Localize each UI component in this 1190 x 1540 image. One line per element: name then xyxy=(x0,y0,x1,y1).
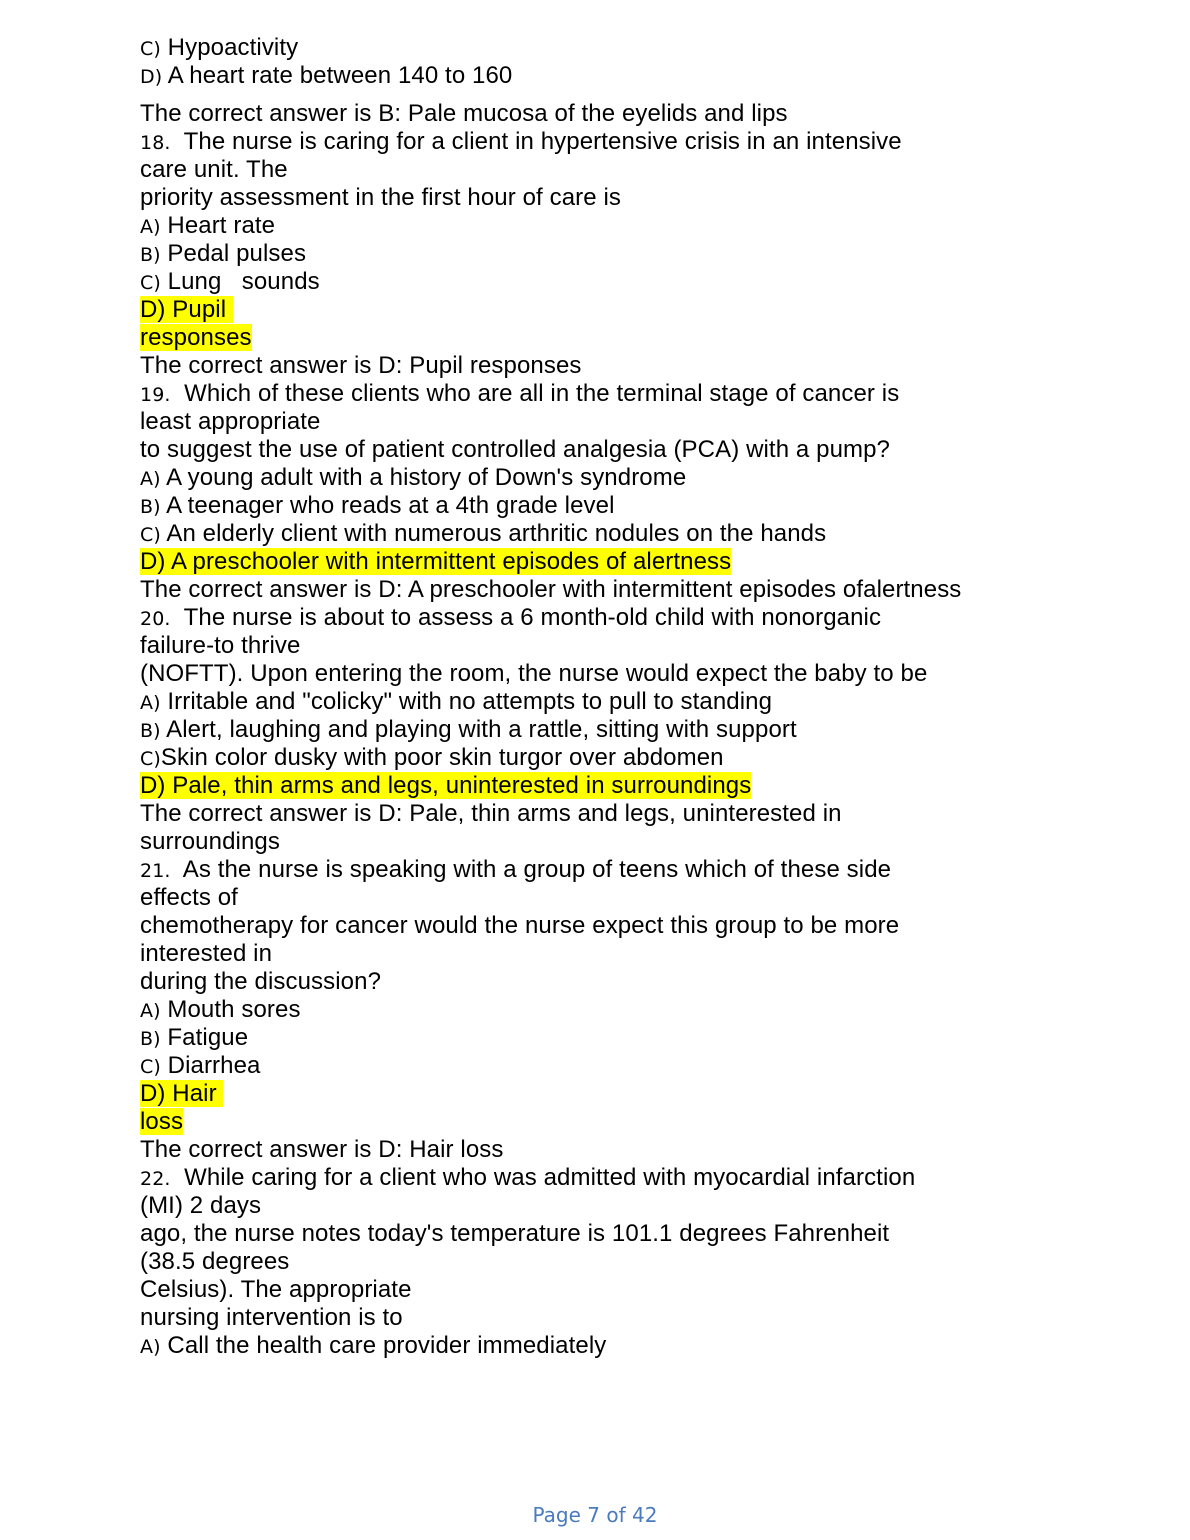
highlighted-answer-line xyxy=(140,324,1140,352)
line-content xyxy=(140,828,280,855)
line-text: Alert, laughing and playing with a rattle, sitting with support xyxy=(160,716,797,743)
option-label: B) xyxy=(140,496,161,518)
option-label: A) xyxy=(140,468,161,490)
text-line xyxy=(140,884,1140,912)
line-content xyxy=(140,800,842,827)
text-line xyxy=(140,128,1140,156)
answer-highlight xyxy=(140,1108,183,1135)
text-line xyxy=(140,1192,1140,1220)
line-content xyxy=(140,408,320,435)
option-label: C) xyxy=(140,1056,161,1078)
line-text: Irritable and "colicky" with no attempts to pull to standing xyxy=(160,688,773,715)
line-text: chemotherapy for cancer would the nurse expect this group to be more xyxy=(140,912,900,939)
line-content xyxy=(140,968,381,995)
line-content xyxy=(140,128,902,155)
line-content xyxy=(140,1248,289,1275)
line-text: (38.5 degrees xyxy=(140,1248,290,1275)
option-label: C) xyxy=(140,272,161,294)
option-label: A) xyxy=(140,216,161,238)
line-text: to suggest the use of patient controlled analgesia (PCA) with a pump? xyxy=(140,436,891,463)
highlighted-answer-line xyxy=(140,1108,1140,1136)
text-line xyxy=(140,744,1140,772)
line-text: ago, the nurse notes today's temperature is 101.1 degrees Fahrenheit xyxy=(140,1220,890,1247)
answer-highlight xyxy=(140,772,751,799)
line-content xyxy=(140,1024,248,1051)
line-content xyxy=(140,352,582,379)
line-text: Skin color dusky with poor skin turgor over abdomen xyxy=(160,744,724,771)
text-line xyxy=(140,62,1140,90)
line-text: (MI) 2 days xyxy=(140,1192,262,1219)
text-line xyxy=(140,1276,1140,1304)
line-text: Celsius). The appropriate xyxy=(140,1276,412,1303)
line-content xyxy=(140,156,288,183)
highlighted-answer-line xyxy=(140,1080,1140,1108)
text-line xyxy=(140,212,1140,240)
line-text: least appropriate xyxy=(140,408,321,435)
text-line xyxy=(140,1304,1140,1332)
text-line xyxy=(140,380,1140,408)
line-content xyxy=(140,688,772,715)
text-line xyxy=(140,34,1140,62)
text-line xyxy=(140,268,1140,296)
line-content xyxy=(140,660,927,687)
text-line xyxy=(140,436,1140,464)
line-text: D) Pale, thin arms and legs, uninterested in surroundings xyxy=(140,772,752,799)
text-line xyxy=(140,940,1140,968)
line-content xyxy=(140,520,826,547)
option-label: B) xyxy=(140,244,161,266)
question-number: 21. xyxy=(140,860,171,882)
highlighted-answer-line xyxy=(140,296,1140,324)
line-text: The correct answer is B: Pale mucosa of the eyelids and lips xyxy=(140,100,788,127)
line-text: The nurse is about to assess a 6 month-old child with nonorganic xyxy=(170,604,882,631)
text-line xyxy=(140,660,1140,688)
line-text: The correct answer is D: Pale, thin arms and legs, uninterested in xyxy=(140,800,842,827)
line-content xyxy=(140,380,899,407)
line-text: An elderly client with numerous arthritic nodules on the hands xyxy=(160,520,827,547)
line-content xyxy=(140,436,890,463)
line-text: Call the health care provider immediately xyxy=(160,1332,607,1359)
answer-highlight xyxy=(140,296,233,323)
line-text: Mouth sores xyxy=(160,996,301,1023)
line-content xyxy=(140,1276,412,1303)
line-content xyxy=(140,34,298,61)
question-number: 20. xyxy=(140,608,171,630)
line-content xyxy=(140,1052,261,1079)
question-number: 18. xyxy=(140,132,171,154)
line-text: surroundings xyxy=(140,828,280,855)
line-text: Which of these clients who are all in the terminal stage of cancer is xyxy=(170,380,900,407)
line-content xyxy=(140,884,238,911)
option-label: C) xyxy=(140,748,161,770)
line-text: Pedal pulses xyxy=(160,240,307,267)
text-line xyxy=(140,604,1140,632)
line-content xyxy=(140,912,899,939)
option-label: C) xyxy=(140,524,161,546)
line-content xyxy=(140,1304,403,1331)
text-line xyxy=(140,1248,1140,1276)
paragraph-gap xyxy=(140,90,1140,100)
line-text: loss xyxy=(140,1108,184,1135)
line-text: failure-to thrive xyxy=(140,632,301,659)
line-text: A young adult with a history of Down's syndrome xyxy=(160,464,687,491)
line-text: priority assessment in the first hour of care is xyxy=(140,184,621,211)
line-content xyxy=(140,716,797,743)
text-line xyxy=(140,240,1140,268)
line-text: A teenager who reads at a 4th grade level xyxy=(160,492,615,519)
text-line xyxy=(140,520,1140,548)
line-text: D) Pupil xyxy=(140,296,233,323)
question-number: 22. xyxy=(140,1168,171,1190)
line-content xyxy=(140,856,891,883)
line-text: A heart rate between 140 to 160 xyxy=(162,62,513,89)
text-line xyxy=(140,1136,1140,1164)
line-text: While caring for a client who was admitted with myocardial infarction xyxy=(170,1164,916,1191)
line-content xyxy=(140,996,301,1023)
text-line xyxy=(140,800,1140,828)
line-content xyxy=(140,1220,889,1247)
line-text: The correct answer is D: Pupil responses xyxy=(140,352,582,379)
text-line xyxy=(140,1220,1140,1248)
text-line xyxy=(140,1024,1140,1052)
line-content xyxy=(140,1332,606,1359)
line-text: The nurse is caring for a client in hypertensive crisis in an intensive xyxy=(170,128,902,155)
line-content xyxy=(140,464,686,491)
highlighted-answer-line xyxy=(140,772,1140,800)
line-content xyxy=(140,1192,261,1219)
text-line xyxy=(140,156,1140,184)
line-text: Hypoactivity xyxy=(160,34,299,61)
line-content xyxy=(140,268,320,295)
text-line xyxy=(140,688,1140,716)
document-body xyxy=(140,34,1140,1360)
text-line xyxy=(140,492,1140,520)
line-text: nursing intervention is to xyxy=(140,1304,403,1331)
option-label: D) xyxy=(140,66,163,88)
line-text: during the discussion? xyxy=(140,968,382,995)
text-line xyxy=(140,100,1140,128)
text-line xyxy=(140,184,1140,212)
answer-highlight xyxy=(140,548,731,575)
page-number: Page 7 of 42 xyxy=(532,1503,658,1527)
line-text: (NOFTT). Upon entering the room, the nurse would expect the baby to be xyxy=(140,660,928,687)
highlighted-answer-line xyxy=(140,548,1140,576)
line-content xyxy=(140,240,306,267)
line-text: The correct answer is D: Hair loss xyxy=(140,1136,504,1163)
line-text: The correct answer is D: A preschooler with intermittent episodes ofalertness xyxy=(140,576,962,603)
line-text: care unit. The xyxy=(140,156,288,183)
text-line xyxy=(140,1164,1140,1192)
line-text: As the nurse is speaking with a group of teens which of these side xyxy=(170,856,892,883)
question-number: 19. xyxy=(140,384,171,406)
line-text: Heart rate xyxy=(160,212,276,239)
line-content xyxy=(140,184,621,211)
line-content xyxy=(140,604,881,631)
line-text: Fatigue xyxy=(160,1024,249,1051)
text-line xyxy=(140,1052,1140,1080)
text-line xyxy=(140,828,1140,856)
line-content xyxy=(140,1136,504,1163)
line-content xyxy=(140,62,512,89)
option-label: A) xyxy=(140,1336,161,1358)
text-line xyxy=(140,352,1140,380)
text-line xyxy=(140,632,1140,660)
text-line xyxy=(140,912,1140,940)
option-label: C) xyxy=(140,38,161,60)
line-text: interested in xyxy=(140,940,273,967)
line-content xyxy=(140,632,300,659)
text-line xyxy=(140,464,1140,492)
text-line xyxy=(140,996,1140,1024)
line-content xyxy=(140,492,615,519)
text-line xyxy=(140,408,1140,436)
option-label: A) xyxy=(140,692,161,714)
line-text: D) Hair xyxy=(140,1080,224,1107)
option-label: B) xyxy=(140,1028,161,1050)
text-line xyxy=(140,1332,1140,1360)
line-content xyxy=(140,744,724,771)
line-text: Lung sounds xyxy=(160,268,320,295)
line-content xyxy=(140,1164,915,1191)
answer-highlight xyxy=(140,324,252,351)
text-line xyxy=(140,716,1140,744)
line-text: D) A preschooler with intermittent episodes of alertness xyxy=(140,548,732,575)
line-content xyxy=(140,940,272,967)
line-text: effects of xyxy=(140,884,238,911)
line-text: responses xyxy=(140,324,252,351)
option-label: A) xyxy=(140,1000,161,1022)
page-footer xyxy=(0,1503,1190,1527)
line-text: Diarrhea xyxy=(160,1052,261,1079)
answer-highlight xyxy=(140,1080,223,1107)
text-line xyxy=(140,856,1140,884)
line-content xyxy=(140,576,961,603)
line-content xyxy=(140,212,275,239)
text-line xyxy=(140,968,1140,996)
option-label: B) xyxy=(140,720,161,742)
text-line xyxy=(140,576,1140,604)
line-content xyxy=(140,100,788,127)
